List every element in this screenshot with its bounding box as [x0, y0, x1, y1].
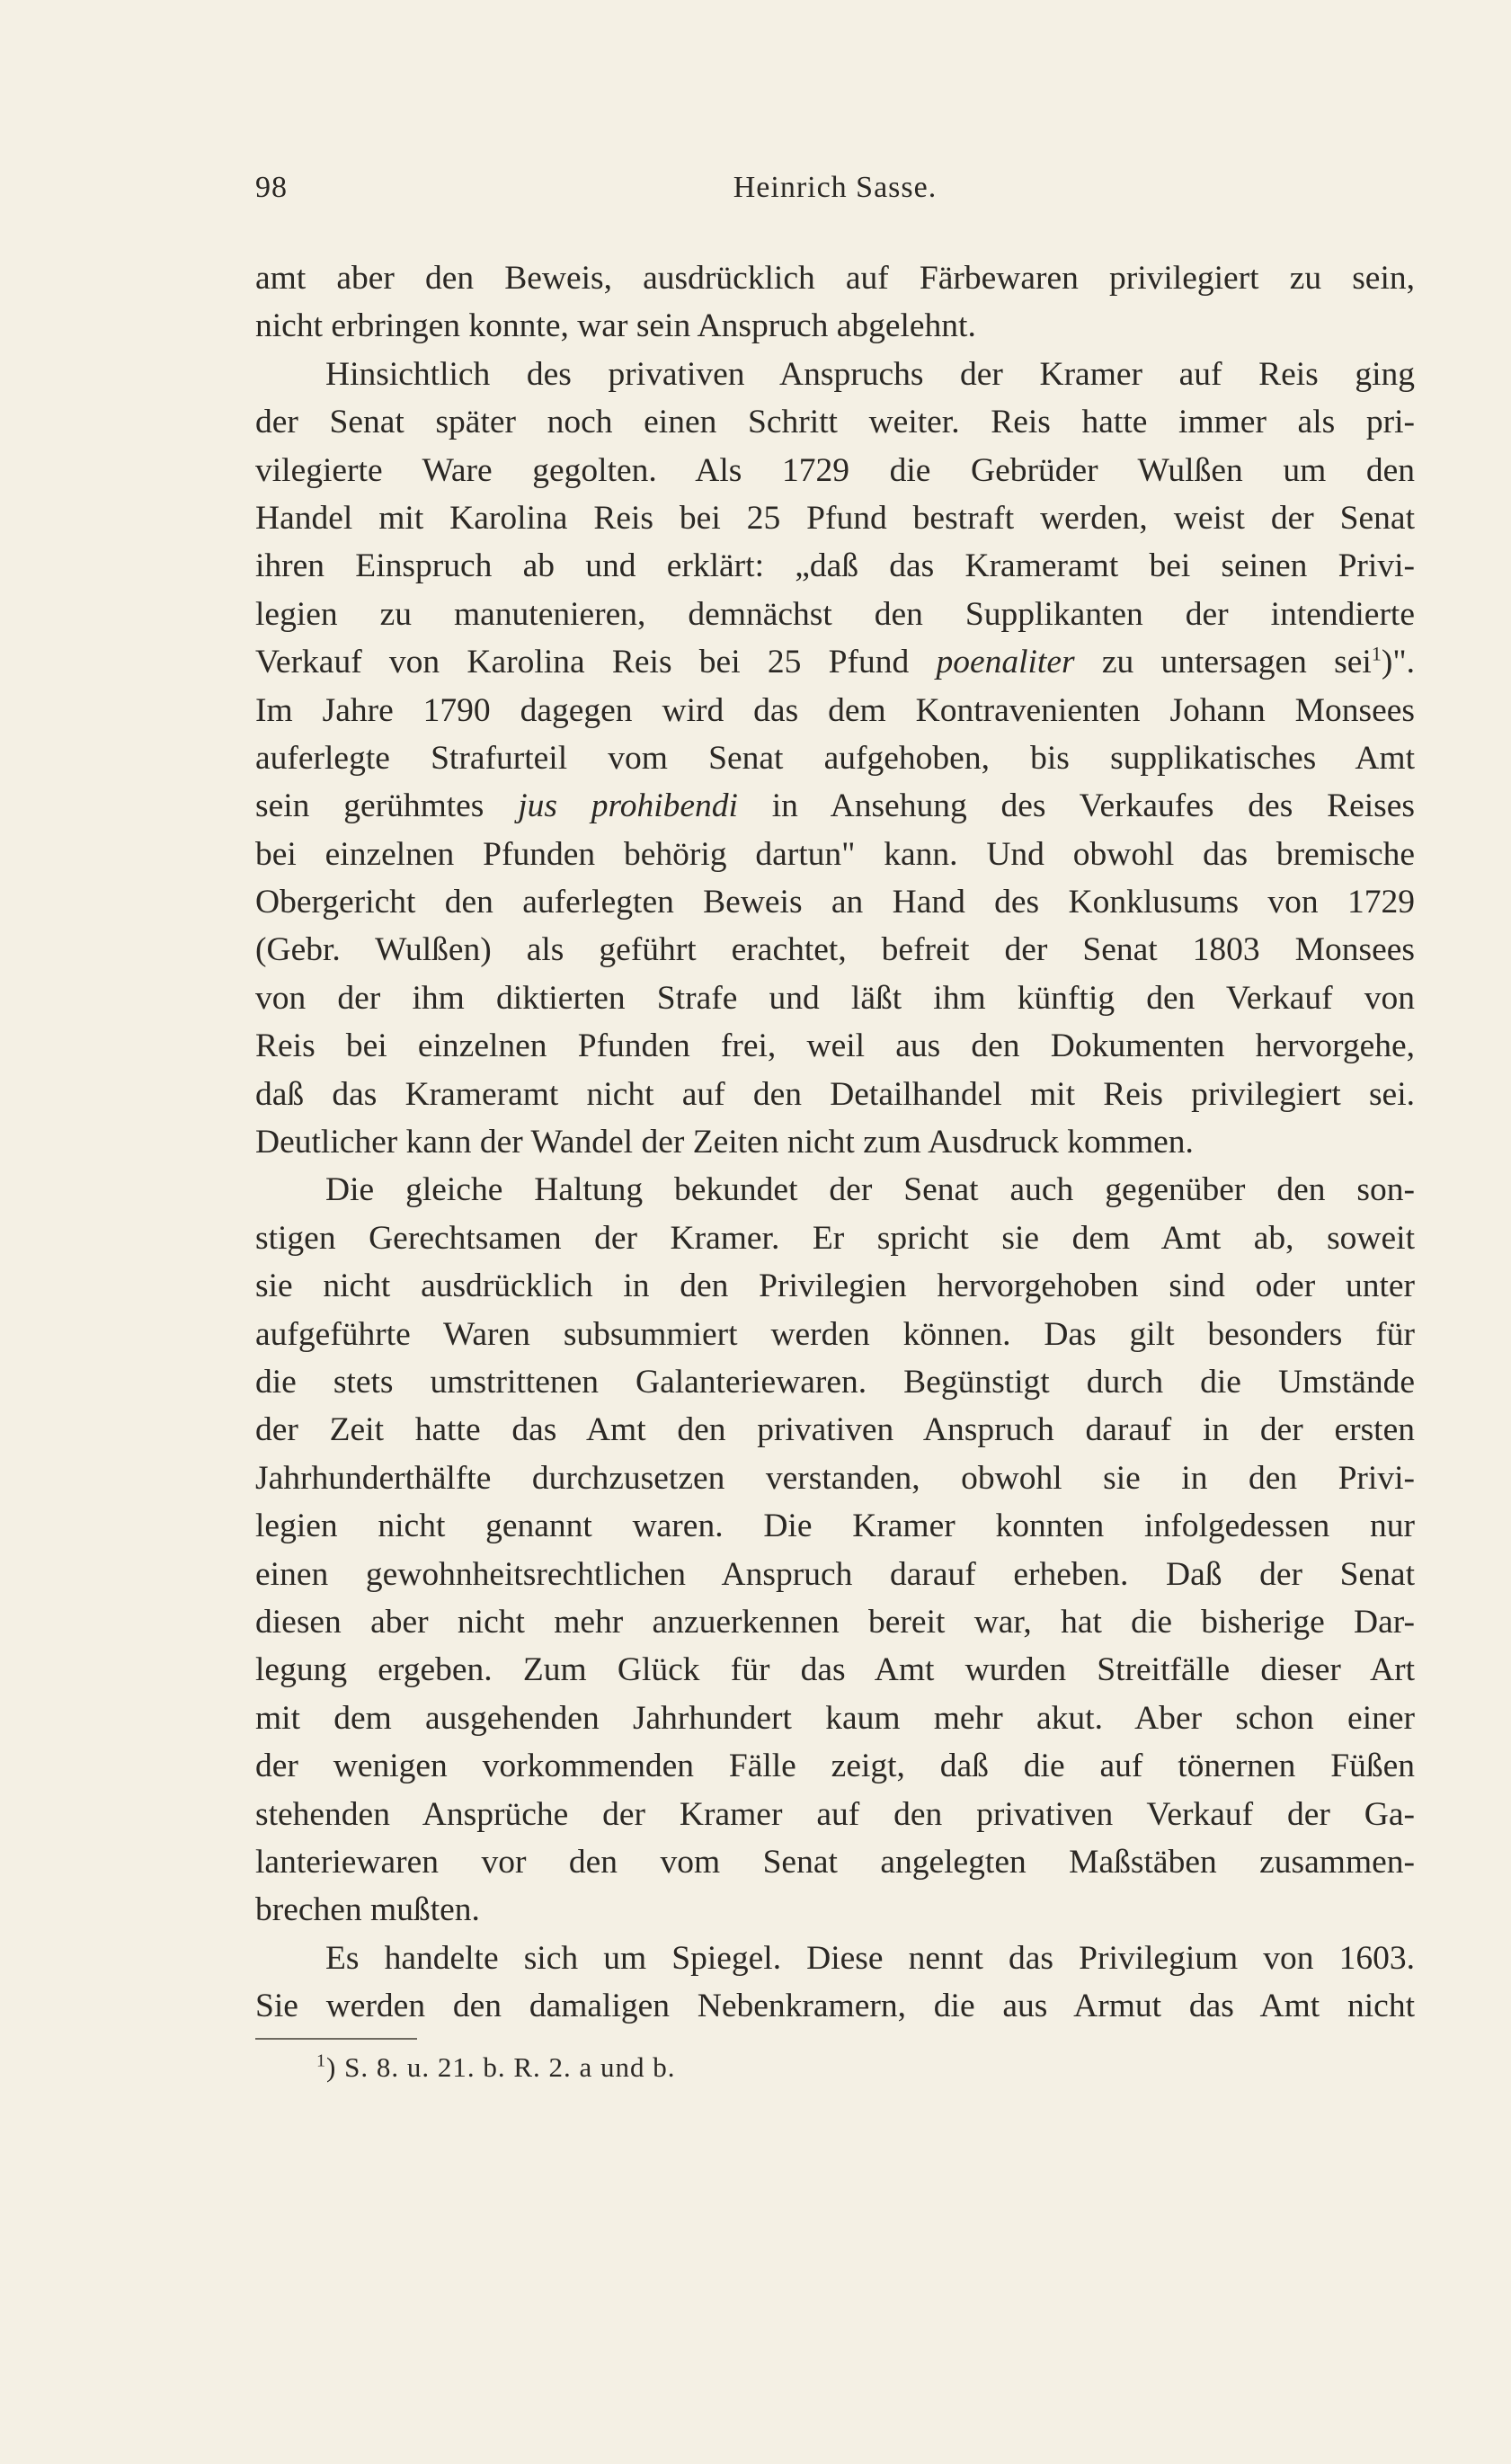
line-text: Obergericht den auferlegten Beweis an Hand des Konklusums von 1729 — [255, 884, 1415, 921]
line-text: Jahrhunderthälfte durchzusetzen verstanden, obwohl sie in den Privi- — [255, 1459, 1415, 1497]
line-text: Die gleiche Haltung bekundet der Senat auch gegenüber den son- — [325, 1171, 1415, 1209]
text-line — [255, 1311, 1415, 1358]
footnote-text: ) S. 8. u. 21. b. R. 2. a und b. — [326, 2051, 676, 2083]
text-line — [255, 878, 1415, 926]
body-text — [255, 254, 1415, 2030]
line-text: daß das Krameramt nicht auf den Detailhandel mit Reis privilegiert sei. — [255, 1075, 1415, 1113]
text-line — [255, 398, 1415, 446]
footnote-divider — [255, 2038, 417, 2040]
text-line — [255, 1071, 1415, 1118]
text-line — [255, 302, 1415, 350]
text-line — [255, 1262, 1415, 1310]
line-text-segment: Verkauf von Karolina Reis bei 25 Pfund — [255, 644, 937, 681]
text-line — [255, 591, 1415, 638]
line-text: von der ihm diktierten Strafe und läßt ihm künftig den Verkauf von — [255, 979, 1415, 1017]
line-text: Im Jahre 1790 dagegen wird das dem Kontravenienten Johann Monsees — [255, 691, 1415, 729]
text-line — [255, 1166, 1415, 1214]
text-line — [255, 687, 1415, 734]
text-line — [255, 1118, 1415, 1166]
line-text: die stets umstrittenen Galanteriewaren. Begünstigt durch die Umstände — [255, 1363, 1415, 1401]
footnote — [316, 2050, 676, 2086]
line-text: bei einzelnen Pfunden behörig dartun" kann. Und obwohl das bremische — [255, 835, 1415, 873]
footnote-reference: 1 — [1371, 642, 1382, 665]
line-text: nicht erbringen konnte, war sein Anspruch abgelehnt. — [255, 307, 976, 345]
line-text: einen gewohnheitsrechtlichen Anspruch darauf erheben. Daß der Senat — [255, 1555, 1415, 1593]
line-text: amt aber den Beweis, ausdrücklich auf Färbewaren privilegiert zu sein, — [255, 260, 1415, 297]
text-line — [255, 351, 1415, 398]
text-line — [255, 1406, 1415, 1454]
line-text: Hinsichtlich des privativen Anspruchs der Kramer auf Reis ging — [325, 355, 1415, 393]
line-text: brechen mußten. — [255, 1891, 480, 1929]
page-number: 98 — [255, 171, 288, 204]
line-text: Es handelte sich um Spiegel. Diese nennt das Privilegium von 1603. — [325, 1939, 1415, 1977]
text-line — [255, 974, 1415, 1022]
line-text: legien zu manutenieren, demnächst den Supplikanten der intendierte — [255, 595, 1415, 633]
text-line — [255, 1791, 1415, 1838]
line-text: (Gebr. Wulßen) als geführt erachtet, befreit der Senat 1803 Monsees — [255, 931, 1415, 969]
text-line — [255, 1598, 1415, 1646]
text-line — [255, 1502, 1415, 1550]
text-line — [255, 542, 1415, 590]
text-line — [255, 1214, 1415, 1262]
line-text-segment: zu untersagen sei — [1074, 644, 1372, 681]
text-line — [255, 782, 1415, 830]
line-text: Deutlicher kann der Wandel der Zeiten nicht zum Ausdruck kommen. — [255, 1124, 1194, 1161]
text-line — [255, 734, 1415, 782]
line-text: stehenden Ansprüche der Kramer auf den privativen Verkauf der Ga- — [255, 1795, 1415, 1833]
text-line — [255, 638, 1415, 686]
line-text: der Zeit hatte das Amt den privativen Anspruch darauf in der ersten — [255, 1411, 1415, 1449]
text-line — [255, 1358, 1415, 1406]
text-line — [255, 1646, 1415, 1694]
line-text: der Senat später noch einen Schritt weiter. Reis hatte immer als pri- — [255, 404, 1415, 441]
line-text: lanteriewaren vor den vom Senat angelegten Maßstäben zusammen- — [255, 1843, 1415, 1881]
line-text: ihren Einspruch ab und erklärt: „daß das Krameramt bei seinen Privi- — [255, 547, 1415, 585]
line-text: legien nicht genannt waren. Die Kramer konnten infolgedessen nur — [255, 1508, 1415, 1545]
text-line — [255, 494, 1415, 542]
line-text: diesen aber nicht mehr anzuerkennen bereit war, hat die bisherige Dar- — [255, 1603, 1415, 1641]
line-text: Reis bei einzelnen Pfunden frei, weil aus den Dokumenten hervorgehe, — [255, 1027, 1415, 1065]
line-text: auferlegte Strafurteil vom Senat aufgehoben, bis supplikatisches Amt — [255, 739, 1415, 777]
text-line — [255, 1454, 1415, 1502]
line-text: stigen Gerechtsamen der Kramer. Er spricht sie dem Amt ab, soweit — [255, 1219, 1415, 1257]
text-line — [255, 831, 1415, 878]
line-text: vilegierte Ware gegolten. Als 1729 die Gebrüder Wulßen um den — [255, 451, 1415, 489]
line-text: Handel mit Karolina Reis bei 25 Pfund bestraft werden, weist der Senat — [255, 499, 1415, 537]
line-text: der wenigen vorkommenden Fälle zeigt, daß die auf tönernen Füßen — [255, 1748, 1415, 1785]
text-line — [255, 1935, 1415, 1982]
page-header — [255, 171, 1415, 225]
line-text: legung ergeben. Zum Glück für das Amt wurden Streitfälle dieser Art — [255, 1651, 1415, 1689]
text-line — [255, 1695, 1415, 1742]
line-text-segment: in Ansehung des Verkaufes des Reises — [737, 787, 1415, 825]
italic-term: jus prohibendi — [518, 787, 738, 825]
italic-term: poenaliter — [936, 644, 1075, 681]
running-head: Heinrich Sasse. — [733, 171, 938, 204]
text-line — [255, 447, 1415, 494]
text-line — [255, 1838, 1415, 1886]
text-line — [255, 254, 1415, 302]
footnote-marker: 1 — [316, 2050, 326, 2071]
line-text-segment: )". — [1381, 644, 1415, 681]
text-line — [255, 1886, 1415, 1934]
line-text-segment: sein gerühmtes — [255, 787, 519, 825]
text-line — [255, 926, 1415, 974]
text-line — [255, 1982, 1415, 2030]
line-text: Sie werden den damaligen Nebenkramern, die aus Armut das Amt nicht — [255, 1988, 1415, 2025]
text-line — [255, 1551, 1415, 1598]
line-text: mit dem ausgehenden Jahrhundert kaum mehr akut. Aber schon einer — [255, 1699, 1415, 1737]
line-text: aufgeführte Waren subsummiert werden können. Das gilt besonders für — [255, 1315, 1415, 1353]
text-line — [255, 1022, 1415, 1070]
text-line — [255, 1742, 1415, 1790]
line-text: sie nicht ausdrücklich in den Privilegien hervorgehoben sind oder unter — [255, 1268, 1415, 1305]
